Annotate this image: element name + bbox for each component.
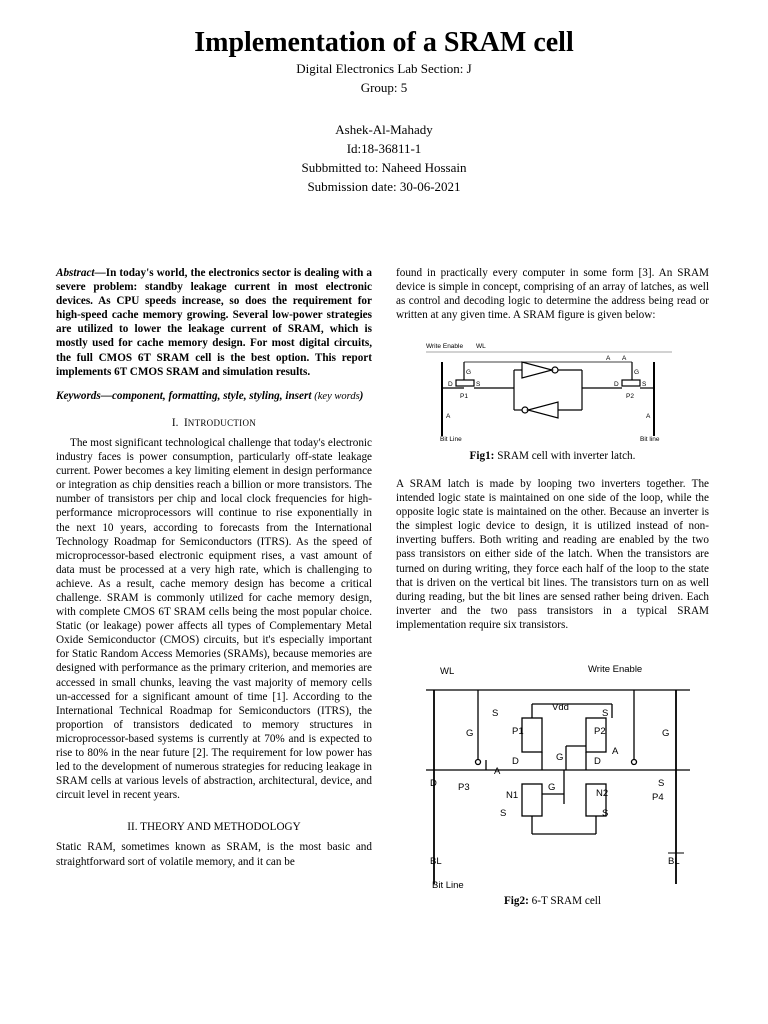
fig2-p4: P4	[652, 792, 664, 803]
fig1-label: Fig1:	[469, 450, 495, 462]
fig1-a-mid: A	[606, 355, 611, 362]
fig2-blbar: BL	[668, 856, 680, 867]
section2-heading: II. THEORY AND METHODOLOGY	[127, 821, 301, 834]
fig1-diagram	[426, 340, 672, 442]
fig2-a: A	[494, 766, 501, 777]
fig2-p3: P3	[458, 782, 470, 793]
fig1-wl: WL	[476, 343, 486, 350]
keywords-text: Keywords—component, formatting, style, styling, insert	[56, 389, 315, 402]
fig1-s-left: S	[476, 381, 481, 388]
left-column	[56, 266, 372, 869]
right-column-top	[396, 266, 709, 322]
fig1-write-enable: Write Enable	[426, 343, 464, 350]
fig1-abar-mid: A	[622, 355, 627, 362]
group-line: Group: 5	[360, 80, 408, 95]
fig2-s-1: S	[492, 708, 499, 719]
fig2-n1: N1	[506, 790, 519, 801]
course-line: Digital Electronics Lab Section: J	[296, 61, 472, 76]
fig2-diagram	[416, 664, 700, 892]
fig1-p1: P1	[460, 393, 468, 400]
fig2-caption	[396, 895, 709, 907]
section2-body-right: found in practically every computer in some form [3]. An SRAM device is simple in concept, comprising of an array of latches, as well as control and decoding logic to determine the address being read or written at any given time. A SRAM figure is given below:	[396, 267, 709, 322]
abstract-text: In today's world, the electronics sector is dealing with a severe problem: standby leakage current in most electronic devices. As CPU speeds increase, so does the requirement for high-speed cache memory growing. Several low-power strategies are utilized to lower the leakage current of SRAM, which is mostly used for cache memory design. For most digital circuits, the full CMOS 6T SRAM cell is the best option. This report implements 6T CMOS SRAM and simulation results.	[56, 267, 372, 378]
section1-rest: NTRODUCTION	[187, 417, 257, 428]
fig1-s-right: S	[642, 381, 647, 388]
fig1-g-right: G	[634, 369, 640, 376]
section1-heading	[56, 416, 372, 430]
keywords-note: (key words	[314, 390, 360, 402]
fig2-p2: P2	[594, 726, 606, 737]
keywords-close: )	[359, 389, 364, 402]
fig1-abar: A	[646, 413, 651, 420]
fig1-d-right: D	[614, 381, 619, 388]
author-line: Ashek-Al-Mahady	[335, 122, 433, 137]
fig1-caption-text: SRAM cell with inverter latch.	[494, 450, 636, 462]
fig2-p1: P1	[512, 726, 524, 737]
fig2-n2: N2	[596, 788, 609, 799]
right-column-mid	[396, 477, 709, 632]
fig2-s-2: S	[602, 708, 609, 719]
section2-body-left: Static RAM, sometimes known as SRAM, is the most basic and straightforward sort of volatile memory, and it can be	[56, 841, 372, 868]
fig2-caption-text: 6-T SRAM cell	[528, 895, 602, 907]
fig2-wl: WL	[440, 666, 455, 677]
fig2-s-4: S	[500, 808, 507, 819]
abstract-dash: —	[94, 267, 106, 279]
fig1-p2: P2	[626, 393, 634, 400]
section1-first-letter: I	[184, 416, 188, 429]
section2-body-right2: A SRAM latch is made by looping two inverters together. The intended logic state is maintained on one side of the loop, while the opposite logic state is maintained on the other. Because an inverter is the simplest logic device to design, it is utilized instead of non-inverting buffers. Both writing and reading are enabled by the two pass transistors on either side of the latch. When the transistors are turned on during writing, they force each half of the loop to the state that is driven on the vertical bit lines. The transistors turn on as well during reading, but the bit lines are sensed rather being driven. Each inverter and the two pass transistors in a typical SRAM implementation require six transistors.	[396, 478, 709, 631]
fig2-d-3: D	[594, 756, 601, 767]
fig2-s-3: S	[658, 778, 665, 789]
fig2-g-4: G	[556, 752, 564, 763]
fig2-s-5: S	[602, 808, 609, 819]
date-line: Submission date: 30-06-2021	[307, 179, 461, 194]
paper-title: Implementation of a SRAM cell	[194, 27, 574, 58]
fig1-bit-line: Bit Line	[440, 436, 462, 442]
fig1-caption	[396, 450, 709, 462]
abstract-lead: Abstract	[56, 267, 95, 279]
fig2-d-2: D	[512, 756, 519, 767]
fig1-d-left: D	[448, 381, 453, 388]
submitted-to-line: Subbmitted to: Naheed Hossain	[301, 160, 467, 175]
section1-num: I.	[171, 416, 179, 429]
fig1-g-left: G	[466, 369, 472, 376]
abstract	[56, 266, 372, 379]
fig1-a: A	[446, 413, 451, 420]
keywords	[56, 389, 372, 404]
fig2-bl: BL	[430, 856, 442, 867]
fig2-vdd: Vdd	[552, 702, 569, 713]
fig2-g-1: G	[466, 728, 474, 739]
fig2-bit-line: Bit Line	[432, 880, 464, 891]
fig2-abar: A	[612, 746, 619, 757]
fig2-g-3: G	[548, 782, 556, 793]
fig2-d-1: D	[430, 778, 437, 789]
section1-body: The most significant technological challenge that today's electronic industry faces is power consumption, particularly off-state leakage current. Power becomes a key limiting element in design performance or integration as chip densities reach a billion or more transistors. The number of transistors per chip and local clock frequencies for high-performance microprocessors will continue to rise exponentially in the next 10 years, according to forecasts from the International Technology Roadmap for Semiconductors (ITRS). As the speed of microprocessor-based electronic equipment rises, a vast amount of data must be processed at a very high rate, which is challenging to achieve. As a result, cache memory design has become a critical challenge. SRAM is commonly utilized for cache memory design, with complete CMOS 6T SRAM cells being the most popular choice. Static (or leakage) power affects all types of Complementary Metal Oxide Semiconductor (CMOS) circuits, but it's especially important for Static Random Access Memories (SRAMs), because memories are designed with performance as the primary criterion, and memories are accessed in small chunks, leaving the vast majority of memory cells un-accessed for a significant amount of time [1]. According to the International Technical Roadmap for Semiconductors (ITRS), the proportion of transistors dedicated to memory structures in microprocessor-based systems is currently at 70% and is expected to rise to 80% in the near future [2]. The requirement for low power has led to the development of numerous strategies for reducing leakage in SRAM cells at various levels of abstraction, architectural, device, and circuit level in recent years.	[56, 436, 372, 802]
fig2-label: Fig2:	[503, 895, 529, 907]
id-line: Id:18-36811-1	[346, 141, 422, 156]
fig2-write-enable: Write Enable	[588, 664, 643, 675]
fig1-bit-line-bar: Bit line	[640, 436, 660, 442]
fig2-g-2: G	[662, 728, 670, 739]
